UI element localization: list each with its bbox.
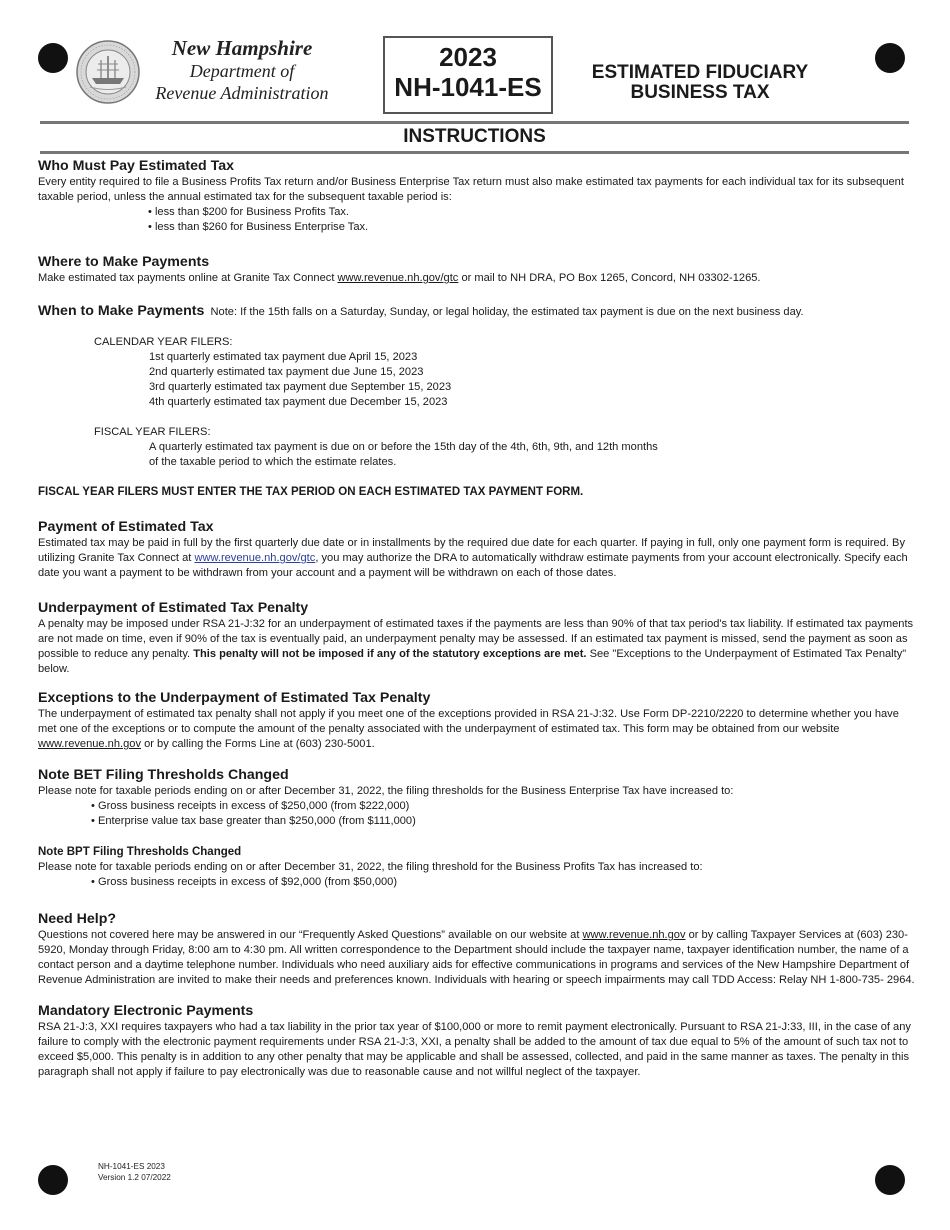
registration-mark-top-left [38, 43, 68, 73]
paragraph: Estimated tax may be paid in full by the first quarterly due date or in installments by the required due date for each quarter. If paying in full, only one payment form is required. By utilizing Granite Tax Connect at www.revenue.nh.gov/gtc, you may authorize the DRA to automatically withdraw estimate payments from your account electronically. Specify each date you want a payment to be withdrawn from your account and a payment will be withdrawn on each of those dates. [38, 537, 908, 579]
section-heading: Mandatory Electronic Payments [38, 1003, 254, 1019]
registration-mark-bottom-left [38, 1165, 68, 1195]
section-where-to-pay [38, 253, 916, 286]
section-heading: Who Must Pay Estimated Tax [38, 158, 235, 174]
registration-mark-top-right [875, 43, 905, 73]
agency-state: New Hampshire [171, 36, 313, 60]
form-id-box [383, 36, 553, 114]
fiscal-due-text: A quarterly estimated tax payment is due on or before the 15th day of the 4th, 6th, 9th, and 12th months [149, 441, 658, 453]
due-date-item: 2nd quarterly estimated tax payment due June 15, 2023 [149, 366, 424, 378]
form-title-line2: BUSINESS TAX [630, 82, 770, 103]
fiscal-notice: FISCAL YEAR FILERS MUST ENTER THE TAX PERIOD ON EACH ESTIMATED TAX PAYMENT FORM. [38, 486, 584, 498]
section-heading: Underpayment of Estimated Tax Penalty [38, 600, 309, 616]
section-heading: Where to Make Payments [38, 254, 210, 270]
bullet-item: • Gross business receipts in excess of $250,000 (from $222,000) [91, 800, 410, 812]
form-title-line1: ESTIMATED FIDUCIARY [591, 62, 809, 83]
section-heading: Exceptions to the Underpayment of Estimated Tax Penalty [38, 690, 431, 706]
section-payment [38, 518, 916, 581]
bullet-item: • less than $260 for Business Enterprise Tax. [148, 221, 369, 233]
footer-version: Version 1.2 07/2022 [98, 1173, 171, 1182]
paragraph: A penalty may be imposed under RSA 21-J:32 for an underpayment of estimated taxes if the payments are less than 90% of that tax period's tax liability. If estimated tax payments are not made on time, even if 90% of the tax is eventually paid, an underpayment penalty may be assessed. If an estimated tax payment is missed, send the payment as soon as possible to reduce any penalty. This penalty will not be imposed if any of the statutory exceptions are met. See "Exceptions to the Underpayment of Estimated Tax Penalty" below. [38, 618, 914, 675]
paragraph: Please note for taxable periods ending on or after December 31, 2022, the filing thresholds for the Business Enterprise Tax have increased to: [38, 785, 734, 797]
holiday-note: Note: If the 15th falls on a Saturday, Sunday, or legal holiday, the estimated tax payment is due on the next business day. [210, 306, 804, 318]
section-heading: Note BPT Filing Thresholds Changed [38, 846, 242, 858]
section-heading: Need Help? [38, 911, 117, 927]
paragraph: Questions not covered here may be answered in our “Frequently Asked Questions” available on our website at www.revenue.nh.gov or by calling Taxpayer Services at (603) 230-5920, Monday through Friday, 8:00 am to 4:30 pm. All written correspondence to the Department should include the taxpayer name, taxpayer identification number, the name of a contact person and a daytime telephone number. Individuals who need auxiliary aids for effective communications in programs and services of the New Hampshire Department of Revenue Administration are invited to make their needs and preferences known. Individuals with hearing or speech impairments may call TDD Access: Relay NH 1-800-735- 2964. [38, 929, 915, 986]
bullet-item: • less than $200 for Business Profits Tax. [148, 206, 350, 218]
paragraph: Make estimated tax payments online at Granite Tax Connect www.revenue.nh.gov/gtc or mail to NH DRA, PO Box 1265, Concord, NH 03302-1265. [38, 272, 761, 284]
section-when-to-pay [38, 304, 916, 500]
section-mandatory-electronic [38, 1002, 916, 1080]
paragraph: Every entity required to file a Business Profits Tax return and/or Business Enterprise Tax return must also make estimated tax payments for each individual tax for its subsequent taxable period, unless the annual estimated tax for the subsequent taxable period is: [38, 176, 904, 203]
state-seal-icon [76, 40, 140, 104]
due-date-item: 1st quarterly estimated tax payment due April 15, 2023 [149, 351, 418, 363]
agency-name [138, 36, 346, 104]
instructions-body [38, 157, 916, 1092]
section-heading: When to Make Payments [38, 303, 205, 319]
form-title [575, 63, 825, 103]
section-bpt-thresholds [38, 845, 916, 890]
website-link[interactable]: www.revenue.nh.gov [582, 929, 686, 941]
section-who-must-pay [38, 157, 916, 235]
agency-division: Revenue Administration [155, 83, 329, 103]
due-date-item: 3rd quarterly estimated tax payment due September 15, 2023 [149, 381, 452, 393]
section-heading: Note BET Filing Thresholds Changed [38, 767, 289, 783]
header-divider-bottom [40, 151, 909, 154]
paragraph: RSA 21-J:3, XXI requires taxpayers who had a tax liability in the prior tax year of $100,000 or more to remit payment electronically. Pursuant to RSA 21-J:33, III, in the case of any failure to comply with the electronic payment requirements under RSA 21-J:3, XXI, a penalty shall be added to the amount of tax due equal to 5% of the amount of such tax not to exceed $5,000. This penalty is in addition to any other penalty that may be applicable and shall be assessed, collected, and paid in the same manner as taxes. The penalty in this paragraph shall not apply if failure to pay electronically was due to reasonable cause and not willful neglect of the taxpayer. [38, 1021, 911, 1078]
section-need-help [38, 910, 916, 988]
header-divider-top [40, 121, 909, 124]
due-date-item: 4th quarterly estimated tax payment due December 15, 2023 [149, 396, 448, 408]
instructions-heading: INSTRUCTIONS [403, 126, 546, 147]
gtc-link[interactable]: www.revenue.nh.gov/gtc [337, 272, 459, 284]
form-year: 2023 [439, 42, 497, 72]
paragraph: The underpayment of estimated tax penalty shall not apply if you meet one of the exceptions provided in RSA 21-J:32. Use Form DP-2210/2220 to determine whether you have met one of the exceptions or to compute the amount of the penalty associated with the underpayment of estimated tax. This form may be obtained from our website www.revenue.nh.gov or by calling the Forms Line at (603) 230-5001. [38, 708, 899, 750]
section-heading: Payment of Estimated Tax [38, 519, 214, 535]
section-underpayment [38, 599, 916, 677]
paragraph: Please note for taxable periods ending on or after December 31, 2022, the filing threshold for the Business Profits Tax has increased to: [38, 861, 703, 873]
registration-mark-bottom-right [875, 1165, 905, 1195]
bullet-item: • Gross business receipts in excess of $92,000 (from $50,000) [91, 876, 398, 888]
gtc-link[interactable]: www.revenue.nh.gov/gtc [194, 552, 316, 564]
section-exceptions [38, 689, 916, 752]
footer [98, 1161, 171, 1183]
fiscal-filers-label: FISCAL YEAR FILERS: [94, 426, 211, 438]
form-number: NH-1041-ES [394, 72, 542, 102]
section-heading-line [38, 304, 916, 320]
website-link[interactable]: www.revenue.nh.gov [38, 738, 141, 750]
agency-department: Department of [189, 61, 295, 81]
calendar-filers-label: CALENDAR YEAR FILERS: [94, 336, 233, 348]
fiscal-due-text: of the taxable period to which the estimate relates. [149, 456, 397, 468]
section-bet-thresholds [38, 766, 916, 829]
exception-notice: This penalty will not be imposed if any of the statutory exceptions are met. [193, 648, 587, 660]
bullet-item: • Enterprise value tax base greater than $250,000 (from $111,000) [91, 815, 416, 827]
footer-form-id: NH-1041-ES 2023 [98, 1162, 165, 1171]
